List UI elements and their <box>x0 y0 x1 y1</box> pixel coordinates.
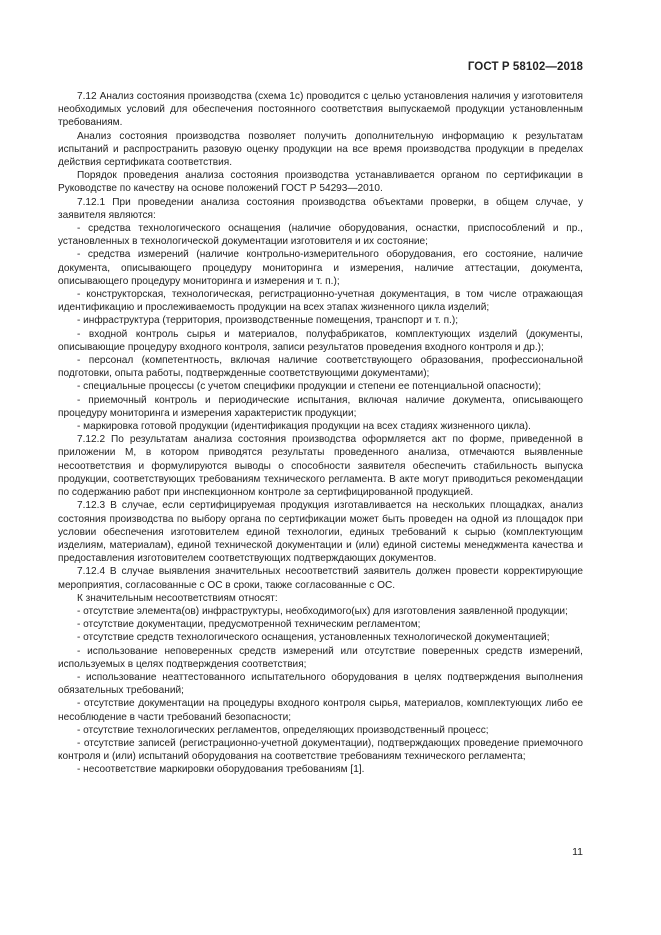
list-item: - персонал (компетентность, включая наличие соответствующего образования, профессиональной подготовки, опыта работы, подтвержденные соответствующими документами); <box>58 355 583 380</box>
paragraph-7-12-4: 7.12.4 В случае выявления значительных несоответствий заявитель должен провести корректирующие мероприятия, согласованные с ОС в сроки, также согласованные с ОС. <box>58 566 583 591</box>
list-item: - конструкторская, технологическая, регистрационно-учетная документация, в том числе отражающая идентификацию и прослеживаемость продукции на всех этапах жизненного цикла изделий; <box>58 289 583 314</box>
page-number: 11 <box>572 846 583 858</box>
document-standard-id: ГОСТ Р 58102—2018 <box>467 61 583 73</box>
list-item: - маркировка готовой продукции (идентификация продукции на всех стадиях жизненного цикла). <box>77 421 531 433</box>
paragraph: Анализ состояния производства позволяет получить дополнительную информацию к результатам испытаний и распространить разовую оценку продукции на все время производства продукции в пределах действия сертификата соответствия. <box>58 130 583 169</box>
list-item: - входной контроль сырья и материалов, полуфабрикатов, комплектующих изделий (документы, описывающие процедуру входного контроля, записи результатов проведения входного контроля и др.); <box>58 328 583 353</box>
paragraph: К значительным несоответствиям относят: <box>77 592 278 604</box>
list-item: - специальные процессы (с учетом специфики продукции и степени ее потенциальной опасности); <box>77 381 542 393</box>
list-item: - несоответствие маркировки оборудования требованиям [1]. <box>77 764 365 776</box>
paragraph: Порядок проведения анализа состояния производства устанавливается органом по сертификации в Руководстве по качеству на основе положений ГОСТ Р 54293—2010. <box>58 170 583 195</box>
list-item: - отсутствие записей (регистрационно-учетной документации), подтверждающих проведение приемочного контроля и (или) испытаний оборудования на соответствие требованиям технического регламента; <box>58 737 583 763</box>
list-item: - использование неаттестованного испытательного оборудования в целях подтверждения выполнения обязательных требований; <box>58 671 583 697</box>
document-body <box>58 90 583 777</box>
list-item: - отсутствие средств технологического оснащения, установленных технологической документацией; <box>77 632 550 644</box>
list-item: - использование неповеренных средств измерений или отсутствие поверенных средств измерений, используемых в целях подтверждения соответствия; <box>58 645 583 670</box>
paragraph-7-12: 7.12 Анализ состояния производства (схема 1с) проводится с целью установления наличия у изготовителя необходимых условий для обеспечения постоянного соответствия выпускаемой продукции установленным требованиям. <box>58 91 583 129</box>
list-item: - приемочный контроль и периодические испытания, включая наличие документа, описывающего процедуру мониторинга и измерения характеристик продукции; <box>58 394 583 419</box>
paragraph-7-12-2: 7.12.2 По результатам анализа состояния производства оформляется акт по форме, приведенной в приложении М, в котором приводятся результаты проведенного анализа, отмечаются выявленные несоответствия и формулируются выводы о способности заявителя обеспечить стабильность выпуска продукции, соответствующих требованиям технического регламента. В акте могут приводиться рекомендации по содержанию работ при инспекционном контроле за сертифицированной продукцией. <box>58 434 583 499</box>
paragraph-7-12-1: 7.12.1 При проведении анализа состояния производства объектами проверки, в общем случае, у заявителя являются: <box>58 196 583 221</box>
list-item: - средства измерений (наличие контрольно-измерительного оборудования, его состояние, наличие документа, описывающего процедуру мониторинга и измерения, наличие аттестации, документа, описывающего процедуру мониторинга и измерения и т. п.); <box>58 249 583 287</box>
list-item: - отсутствие документации, предусмотренной техническим регламентом; <box>77 619 421 631</box>
paragraph-7-12-3: 7.12.3 В случае, если сертифицируемая продукция изготавливается на нескольких площадках, анализ состояния производства по выбору органа по сертификации может быть проведен на одной из площадок при условии обеспечения изготовителем единой технологии, единых требований к сырью (комплектующим изделиям, материалам), единой технической документации и (или) единой системы менеджмента качества и предоставления изготовителем соответствующих подтверждающих документов. <box>58 500 583 565</box>
list-item: - инфраструктура (территория, производственные помещения, транспорт и т. п.); <box>77 315 459 327</box>
list-item: - отсутствие технологических регламентов, определяющих производственный процесс; <box>77 724 489 736</box>
list-item: - отсутствие документации на процедуры входного контроля сырья, материалов, комплектующих либо ее несоблюдение в части требований безопасности; <box>58 698 583 723</box>
list-item: - отсутствие элемента(ов) инфраструктуры, необходимого(ых) для изготовления заявленной продукции; <box>77 605 568 617</box>
list-item: - средства технологического оснащения (наличие оборудования, оснастки, приспособлений и пр., установленных в технологической документации изготовителя и их состояние; <box>58 223 583 248</box>
